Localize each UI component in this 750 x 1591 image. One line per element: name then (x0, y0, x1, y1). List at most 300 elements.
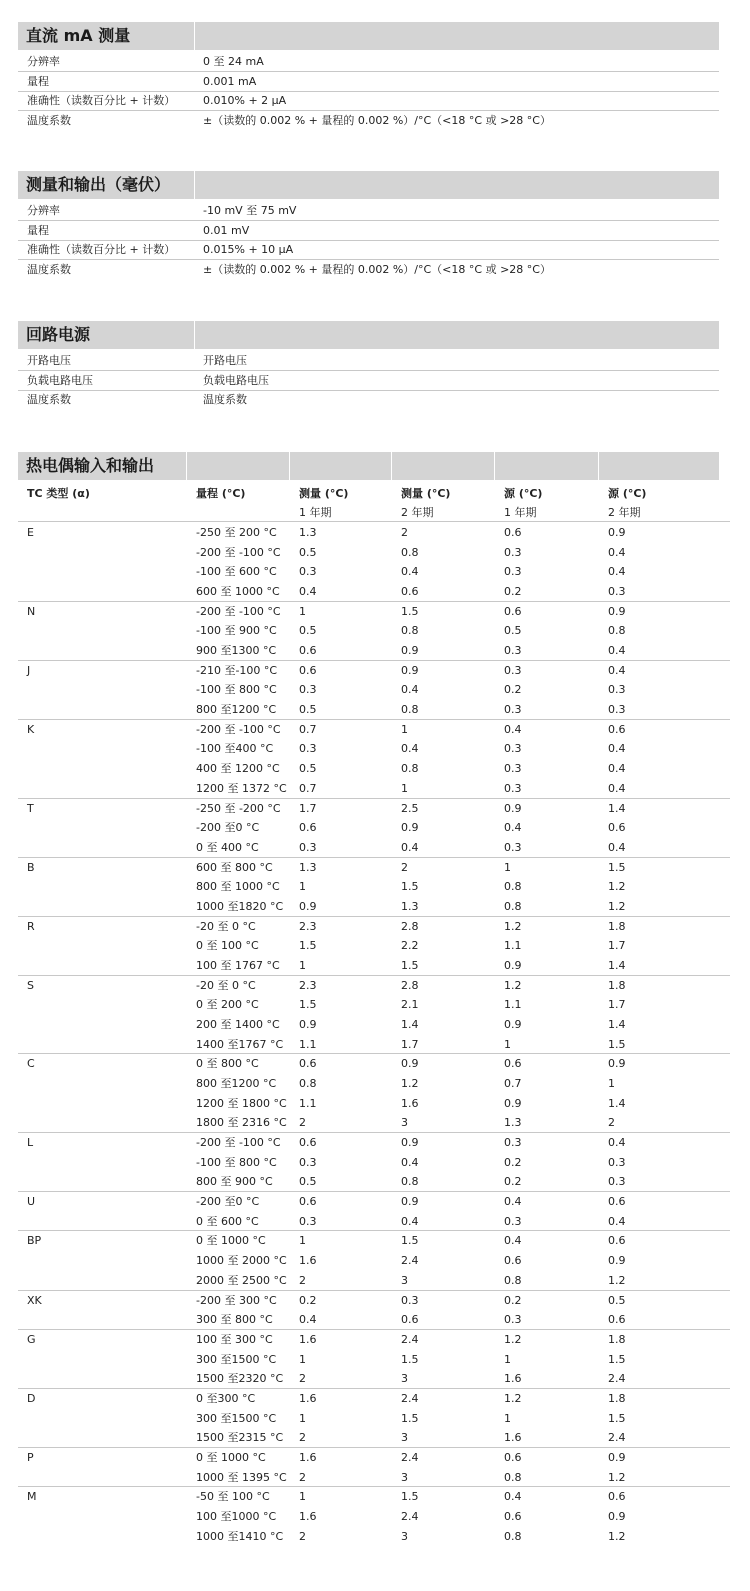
value-cell: 0.3 (504, 644, 522, 658)
value-cell: 0.2 (504, 1175, 522, 1189)
value-cell: 2 (401, 860, 408, 874)
value-cell: 1.3 (299, 526, 317, 539)
range-cell: 300 至1500 °C (196, 1352, 277, 1366)
column-header: TC 类型 (α) (27, 487, 90, 500)
value-cell: 2.1 (401, 998, 419, 1012)
value-cell: 0.8 (504, 880, 522, 894)
range-cell: 800 至 1000 °C (196, 880, 280, 894)
header-divider (194, 171, 195, 199)
value-cell: 0.3 (299, 840, 317, 854)
column-subheader: 1 年期 (299, 506, 332, 519)
value-cell: 0.6 (504, 604, 522, 618)
value-cell: 0.5 (299, 624, 317, 638)
range-cell: -200 至 -100 °C (196, 545, 281, 559)
value-cell: 2 (299, 1273, 306, 1287)
range-cell: -20 至 0 °C (196, 919, 256, 933)
value-cell: 1 (504, 1352, 511, 1366)
value-cell: 0.6 (299, 1195, 317, 1209)
value-cell: 0.3 (504, 742, 522, 756)
value-cell: 1.2 (608, 880, 626, 894)
section-title: 热电偶输入和输出 (26, 456, 155, 475)
value-cell: 0.6 (608, 1313, 626, 1327)
value-cell: 2.3 (299, 978, 317, 992)
value-cell: 1 (299, 1490, 306, 1504)
value-cell: 1.7 (401, 1037, 419, 1051)
spec-value: 开路电压 (203, 354, 247, 367)
value-cell: 1.2 (608, 1273, 626, 1287)
value-cell: 0.4 (608, 762, 626, 776)
group-divider (18, 1447, 730, 1448)
value-cell: 0.4 (401, 683, 419, 697)
value-cell: 2 (608, 1116, 615, 1130)
range-cell: 0 至 400 °C (196, 840, 259, 854)
value-cell: 0.3 (504, 1214, 522, 1228)
value-cell: 1.5 (401, 1352, 419, 1366)
value-cell: 0.6 (504, 1057, 522, 1071)
value-cell: 0.4 (299, 1313, 317, 1327)
value-cell: 1 (608, 1077, 615, 1091)
value-cell: 1.6 (299, 1450, 317, 1464)
range-cell: -250 至 -200 °C (196, 801, 281, 815)
value-cell: 1.1 (504, 998, 522, 1012)
value-cell: 0.9 (401, 1195, 419, 1209)
column-header: 测量 (°C) (401, 487, 451, 500)
value-cell: 0.6 (504, 1510, 522, 1523)
value-cell: 0.4 (504, 722, 522, 736)
value-cell: 2.8 (401, 919, 419, 933)
value-cell: 0.4 (401, 1155, 419, 1169)
value-cell: 1.8 (608, 978, 626, 992)
value-cell: 0.8 (299, 1077, 317, 1091)
value-cell: 1 (299, 1352, 306, 1366)
value-cell: 0.6 (504, 1450, 522, 1464)
value-cell: 0.3 (504, 1313, 522, 1327)
value-cell: 0.4 (608, 781, 626, 795)
value-cell: 2 (299, 1470, 306, 1484)
value-cell: 1.5 (608, 1411, 626, 1425)
value-cell: 2.2 (401, 939, 419, 953)
value-cell: 1.6 (299, 1332, 317, 1346)
column-subheader: 1 年期 (504, 506, 537, 519)
section-header (18, 452, 719, 480)
column-header: 源 (°C) (608, 487, 647, 500)
value-cell: 0.8 (608, 624, 626, 638)
value-cell: 0.6 (299, 821, 317, 835)
value-cell: 1.2 (608, 1529, 626, 1543)
value-cell: 2.4 (401, 1332, 419, 1346)
value-cell: 0.3 (504, 545, 522, 559)
value-cell: 0.3 (504, 565, 522, 579)
group-divider (18, 1230, 730, 1231)
range-cell: 0 至 800 °C (196, 1057, 259, 1071)
row-divider (18, 110, 719, 111)
value-cell: 0.4 (401, 565, 419, 579)
tc-type: E (27, 526, 34, 539)
value-cell: 0.9 (608, 1450, 626, 1464)
row-divider (18, 370, 719, 371)
tc-type: BP (27, 1234, 42, 1248)
value-cell: 3 (401, 1116, 408, 1130)
value-cell: 0.3 (504, 703, 522, 717)
value-cell: 1 (299, 880, 306, 894)
group-divider (18, 1053, 730, 1054)
group-divider (18, 1132, 730, 1133)
value-cell: 1 (299, 1234, 306, 1248)
range-cell: 0 至300 °C (196, 1391, 256, 1405)
spec-value: ±（读数的 0.002 % + 量程的 0.002 %）/°C（<18 °C 或 >28 °C） (203, 262, 551, 276)
value-cell: 2 (299, 1529, 306, 1543)
column-subheader: 2 年期 (608, 506, 641, 519)
range-cell: -100 至 800 °C (196, 683, 277, 697)
value-cell: 0.4 (299, 585, 317, 599)
group-divider (18, 857, 730, 858)
value-cell: 2.5 (401, 801, 419, 815)
value-cell: 0.3 (401, 1293, 419, 1307)
value-cell: 0.5 (299, 762, 317, 776)
range-cell: 200 至 1400 °C (196, 1018, 280, 1031)
range-cell: 1500 至2315 °C (196, 1431, 284, 1445)
range-cell: 300 至1500 °C (196, 1411, 277, 1425)
header-divider (391, 452, 392, 480)
spec-label: 分辨率 (27, 204, 60, 217)
value-cell: 0.2 (504, 1155, 522, 1169)
value-cell: 0.6 (608, 1234, 626, 1248)
value-cell: 0.6 (401, 1313, 419, 1327)
header-divider (194, 321, 195, 349)
range-cell: 1800 至 2316 °C (196, 1116, 287, 1130)
value-cell: 2.4 (608, 1372, 626, 1386)
range-cell: 600 至 800 °C (196, 860, 273, 874)
value-cell: 0.3 (299, 1155, 317, 1169)
group-divider (18, 975, 730, 976)
value-cell: 0.9 (608, 1254, 626, 1268)
value-cell: 1.5 (401, 1234, 419, 1248)
range-cell: -210 至-100 °C (196, 663, 278, 677)
range-cell: 1000 至 1395 °C (196, 1470, 287, 1484)
value-cell: 0.4 (608, 742, 626, 756)
value-cell: 0.9 (401, 663, 419, 677)
row-divider (18, 71, 719, 72)
value-cell: 1.5 (608, 860, 626, 874)
value-cell: 0.9 (608, 1057, 626, 1071)
spec-value: 0.001 mA (203, 74, 257, 88)
value-cell: 0.4 (608, 663, 626, 677)
value-cell: 0.3 (608, 703, 626, 717)
value-cell: 2.4 (608, 1431, 626, 1445)
value-cell: 0.3 (608, 1155, 626, 1169)
value-cell: 0.5 (299, 1175, 317, 1189)
row-divider (18, 91, 719, 92)
tc-type: B (27, 860, 35, 874)
range-cell: 400 至 1200 °C (196, 762, 280, 776)
value-cell: 1.6 (299, 1391, 317, 1405)
range-cell: -20 至 0 °C (196, 978, 256, 992)
value-cell: 0.6 (608, 722, 626, 736)
value-cell: 1.5 (608, 1037, 626, 1051)
value-cell: 1 (401, 722, 408, 736)
value-cell: 0.8 (401, 1175, 419, 1189)
value-cell: 0.4 (504, 821, 522, 835)
spec-value: 温度系数 (203, 393, 247, 406)
row-divider (18, 259, 719, 260)
section-header (18, 321, 719, 349)
value-cell: 0.9 (504, 1096, 522, 1110)
range-cell: -200 至 -100 °C (196, 1136, 281, 1150)
value-cell: 1.5 (401, 1411, 419, 1425)
value-cell: 0.9 (608, 604, 626, 618)
value-cell: 1.3 (401, 899, 419, 913)
value-cell: 0.6 (608, 821, 626, 835)
value-cell: 2.4 (401, 1254, 419, 1268)
value-cell: 0.3 (504, 840, 522, 854)
value-cell: 0.3 (299, 1214, 317, 1228)
value-cell: 1.3 (299, 860, 317, 874)
value-cell: 3 (401, 1372, 408, 1386)
value-cell: 1.5 (401, 604, 419, 618)
tc-type: L (27, 1136, 34, 1150)
range-cell: 0 至 1000 °C (196, 1450, 266, 1464)
header-divider (494, 452, 495, 480)
range-cell: -100 至 900 °C (196, 624, 277, 638)
value-cell: 1.1 (299, 1037, 317, 1051)
section-header (18, 22, 719, 50)
value-cell: 1.1 (504, 939, 522, 953)
spec-value: 0.015% + 10 μA (203, 243, 294, 256)
value-cell: 1 (504, 1411, 511, 1425)
value-cell: 1 (299, 1411, 306, 1425)
tc-type: M (27, 1490, 37, 1504)
value-cell: 0.9 (504, 1018, 522, 1031)
tc-type: N (27, 604, 36, 618)
value-cell: 0.3 (608, 585, 626, 599)
value-cell: 3 (401, 1529, 408, 1543)
tc-type: R (27, 919, 35, 933)
header-divider (598, 452, 599, 480)
tc-type: XK (27, 1293, 42, 1307)
value-cell: 0.6 (504, 526, 522, 539)
spec-value: 0 至 24 mA (203, 55, 264, 68)
section-header (18, 171, 719, 199)
range-cell: 1000 至1820 °C (196, 899, 284, 913)
range-cell: 300 至 800 °C (196, 1313, 273, 1327)
value-cell: 0.6 (401, 585, 419, 599)
value-cell: 1 (504, 1037, 511, 1051)
value-cell: 0.9 (401, 644, 419, 658)
value-cell: 0.3 (504, 781, 522, 795)
value-cell: 1.5 (401, 958, 419, 972)
value-cell: 3 (401, 1431, 408, 1445)
range-cell: -100 至400 °C (196, 742, 274, 756)
range-cell: 1200 至 1800 °C (196, 1096, 287, 1110)
value-cell: 0.4 (608, 545, 626, 559)
column-header: 测量 (°C) (299, 487, 349, 500)
tc-type: D (27, 1391, 36, 1405)
value-cell: 3 (401, 1470, 408, 1484)
value-cell: 0.3 (504, 1136, 522, 1150)
spec-value: 负载电路电压 (203, 373, 269, 387)
spec-label: 温度系数 (27, 113, 71, 127)
group-divider (18, 601, 730, 602)
spec-label: 量程 (27, 74, 49, 88)
value-cell: 1.6 (504, 1372, 522, 1386)
value-cell: 1 (299, 604, 306, 618)
spec-label: 温度系数 (27, 393, 71, 406)
value-cell: 0.6 (299, 663, 317, 677)
value-cell: 2 (299, 1372, 306, 1386)
value-cell: 2.4 (401, 1450, 419, 1464)
value-cell: 1.2 (504, 978, 522, 992)
value-cell: 0.4 (401, 1214, 419, 1228)
range-cell: -200 至0 °C (196, 821, 260, 835)
value-cell: 0.9 (504, 801, 522, 815)
group-divider (18, 1486, 730, 1487)
row-divider (18, 390, 719, 391)
value-cell: 1.2 (401, 1077, 419, 1091)
range-cell: -200 至 300 °C (196, 1293, 277, 1307)
spec-label: 负载电路电压 (27, 373, 93, 387)
value-cell: 1.4 (608, 958, 626, 972)
range-cell: 800 至1200 °C (196, 703, 277, 717)
range-cell: -100 至 800 °C (196, 1155, 277, 1169)
value-cell: 0.7 (504, 1077, 522, 1091)
value-cell: 1.7 (608, 998, 626, 1012)
value-cell: 0.3 (299, 565, 317, 579)
range-cell: 1200 至 1372 °C (196, 781, 287, 795)
value-cell: 0.3 (608, 1175, 626, 1189)
value-cell: 1.5 (299, 998, 317, 1012)
range-cell: 0 至 600 °C (196, 1214, 259, 1228)
range-cell: -50 至 100 °C (196, 1490, 270, 1504)
value-cell: 0.5 (608, 1293, 626, 1307)
spec-label: 量程 (27, 223, 49, 237)
value-cell: 0.9 (504, 958, 522, 972)
value-cell: 0.6 (504, 1254, 522, 1268)
range-cell: 100 至 300 °C (196, 1332, 273, 1346)
value-cell: 0.4 (504, 1490, 522, 1504)
value-cell: 1.1 (299, 1096, 317, 1110)
spec-value: -10 mV 至 75 mV (203, 204, 297, 217)
row-divider (18, 240, 719, 241)
value-cell: 0.6 (608, 1490, 626, 1504)
value-cell: 0.8 (401, 624, 419, 638)
value-cell: 2.4 (401, 1391, 419, 1405)
header-divider (194, 22, 195, 50)
value-cell: 0.5 (504, 624, 522, 638)
value-cell: 0.8 (504, 899, 522, 913)
range-cell: 100 至1000 °C (196, 1510, 277, 1523)
value-cell: 1 (401, 781, 408, 795)
value-cell: 1.4 (608, 801, 626, 815)
value-cell: 0.8 (401, 762, 419, 776)
group-divider (18, 1388, 730, 1389)
value-cell: 0.6 (299, 644, 317, 658)
value-cell: 0.2 (504, 1293, 522, 1307)
value-cell: 0.3 (608, 683, 626, 697)
value-cell: 0.8 (401, 545, 419, 559)
value-cell: 0.8 (401, 703, 419, 717)
spec-label: 准确性（读数百分比 + 计数） (27, 243, 176, 256)
spec-label: 开路电压 (27, 354, 71, 367)
value-cell: 1.7 (608, 939, 626, 953)
tc-type: J (27, 663, 31, 677)
range-cell: -100 至 600 °C (196, 565, 277, 579)
tc-type: K (27, 722, 35, 736)
range-cell: 800 至1200 °C (196, 1077, 277, 1091)
value-cell: 0.4 (608, 1214, 626, 1228)
value-cell: 1.3 (504, 1116, 522, 1130)
value-cell: 1.8 (608, 919, 626, 933)
group-divider (18, 798, 730, 799)
value-cell: 2.8 (401, 978, 419, 992)
group-divider (18, 719, 730, 720)
column-subheader: 2 年期 (401, 506, 434, 519)
value-cell: 3 (401, 1273, 408, 1287)
value-cell: 1.5 (299, 939, 317, 953)
spec-value: ±（读数的 0.002 % + 量程的 0.002 %）/°C（<18 °C 或 >28 °C） (203, 113, 551, 127)
column-header: 量程 (°C) (196, 487, 246, 500)
value-cell: 0.4 (401, 742, 419, 756)
value-cell: 0.8 (504, 1529, 522, 1543)
value-cell: 1 (299, 958, 306, 972)
value-cell: 0.7 (299, 722, 317, 736)
value-cell: 0.4 (608, 644, 626, 658)
value-cell: 0.9 (299, 899, 317, 913)
range-cell: 0 至 200 °C (196, 998, 259, 1012)
spec-label: 温度系数 (27, 262, 71, 276)
range-cell: 100 至 1767 °C (196, 958, 280, 972)
value-cell: 0.3 (299, 683, 317, 697)
group-divider (18, 1329, 730, 1330)
value-cell: 0.9 (299, 1018, 317, 1031)
group-divider (18, 660, 730, 661)
value-cell: 0.9 (401, 1057, 419, 1071)
spec-value: 0.01 mV (203, 223, 250, 237)
value-cell: 0.3 (504, 663, 522, 677)
value-cell: 0.9 (401, 1136, 419, 1150)
value-cell: 1.5 (608, 1352, 626, 1366)
value-cell: 0.6 (299, 1057, 317, 1071)
value-cell: 1.6 (299, 1510, 317, 1523)
value-cell: 2 (401, 526, 408, 539)
value-cell: 0.2 (504, 585, 522, 599)
group-divider (18, 916, 730, 917)
value-cell: 0.7 (299, 781, 317, 795)
range-cell: 0 至 100 °C (196, 939, 259, 953)
value-cell: 1.2 (504, 919, 522, 933)
tc-type: C (27, 1057, 35, 1071)
spec-label: 准确性（读数百分比 + 计数） (27, 94, 176, 107)
range-cell: 1400 至1767 °C (196, 1037, 284, 1051)
value-cell: 0.3 (504, 762, 522, 776)
value-cell: 1.2 (608, 899, 626, 913)
value-cell: 0.5 (299, 703, 317, 717)
range-cell: -250 至 200 °C (196, 526, 277, 539)
header-divider (186, 452, 187, 480)
value-cell: 0.6 (299, 1136, 317, 1150)
value-cell: 1.5 (401, 880, 419, 894)
value-cell: 0.8 (504, 1470, 522, 1484)
value-cell: 1 (504, 860, 511, 874)
value-cell: 0.4 (608, 1136, 626, 1150)
value-cell: 1.4 (608, 1018, 626, 1031)
value-cell: 1.2 (504, 1332, 522, 1346)
spec-label: 分辨率 (27, 55, 60, 68)
tc-type: P (27, 1450, 34, 1464)
value-cell: 1.5 (401, 1490, 419, 1504)
value-cell: 0.4 (504, 1195, 522, 1209)
value-cell: 0.8 (504, 1273, 522, 1287)
section-title: 直流 mA 测量 (26, 26, 131, 45)
